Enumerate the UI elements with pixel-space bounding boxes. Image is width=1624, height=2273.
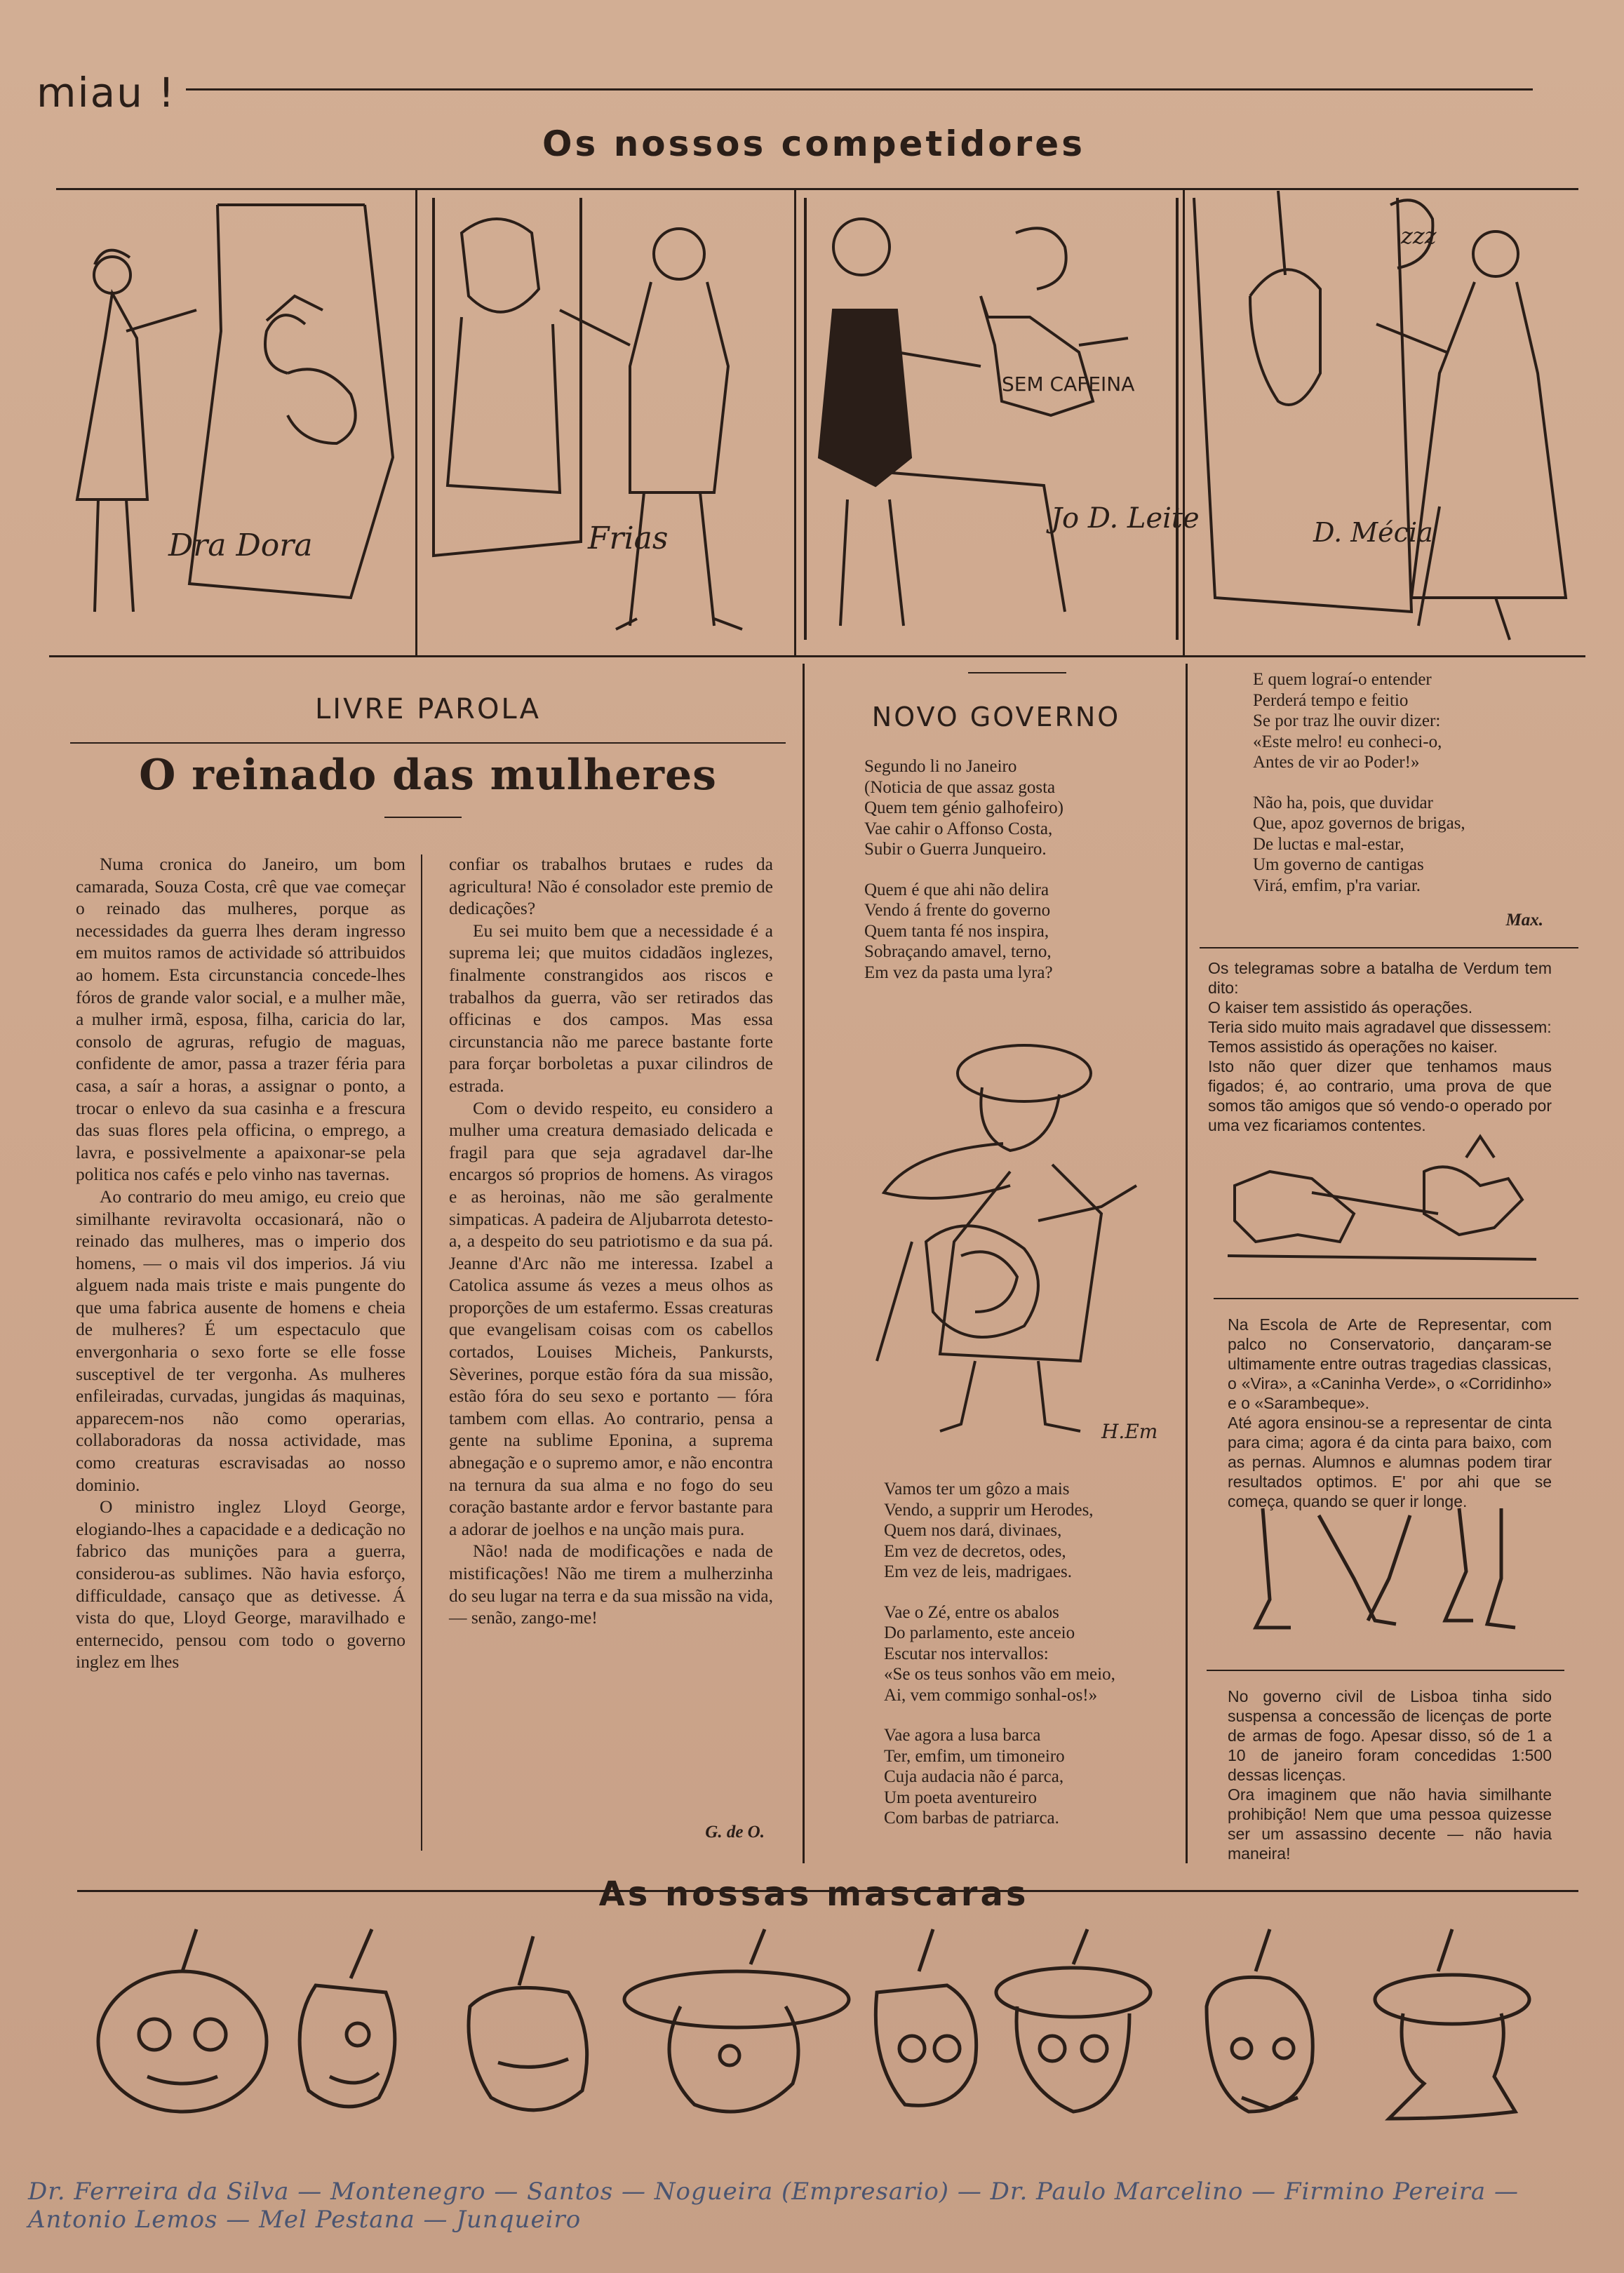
brief-verdun — [1208, 958, 1552, 1135]
kaiser-surgery-drawing — [1214, 1129, 1550, 1277]
comic-panel-4 — [1187, 191, 1584, 654]
poem-stanza: Vamos ter um gôzo a mais Vendo, a supprir um Herodes, Quem nos dará, divinaes, Em vez de decretos, odes, Em vez de leis, madrigaes. — [884, 1480, 1094, 1581]
poem-stanza: E quem lograí-o entender Perderá tempo e feitio Se por traz lhe ouvir dizer: «Este melro! eu conheci-o, Antes de vir ao Poder!» — [1253, 670, 1442, 772]
comic-panel-3 — [798, 191, 1200, 654]
poem-top — [864, 756, 1166, 1003]
mask-3 — [469, 1936, 587, 2110]
panel-4-signature: D. Mécia — [1313, 517, 1433, 548]
poem-stanza: Quem é que ahi não delira Vendo á frente do governo Quem tanta fé nos inspira, Sobraçando amavel, terno, Em vez da pasta uma lyra? — [864, 880, 1053, 982]
strip-top-rule — [56, 188, 1578, 190]
article-paragraph: Numa cronica do Janeiro, um bom camarada, Souza Costa, crê que vae começar o reinado das mulheres, porque as necessidades da guerra lhes deram ingresso em muitos ramos de actividade só attribuidos ao homem. Esta circunstancia concede-lhes fóros de grande valor social, e a mulher mãe, a mulher irmã, esposa, filha, caricia do lar, consolo de agruras, refugio de maguas, confidente de amor, passa a trazer féria para casa, a saír a horas, a assignar o ponto, a trocar o enlevo da sua casinha e a frescura das suas flores pela officina, o emprego, a lavra, e possivelmente a apaixonar-se pela politica nos cafés e pelo vinho nas tavernas. — [76, 854, 405, 1185]
headline: O reinado das mulheres — [139, 751, 717, 800]
masks-row — [77, 1922, 1578, 2126]
panel-4-bubble: zzz — [1401, 222, 1437, 249]
article-signature: G. de O. — [705, 1823, 765, 1842]
poem-continued — [1253, 669, 1548, 916]
column-rule-lp — [421, 854, 422, 1851]
kaiser-illustration — [1214, 1129, 1550, 1277]
mask-6 — [996, 1929, 1150, 2112]
poem-stanza: Segundo li no Janeiro (Noticia de que assaz gosta Quem tem génio galhofeiro) Vae cahir o Affonso Costa, Subir o Guerra Junqueiro. — [864, 757, 1063, 859]
legs-illustration — [1235, 1501, 1550, 1642]
mask-1 — [98, 1929, 267, 2112]
novo-governo-section: NOVO GOVERNO — [871, 702, 1121, 732]
panel-3-signature: Jo D. Leite — [1051, 502, 1200, 535]
panel-3-sign-text: SEM CAFEINA — [1002, 373, 1135, 396]
comic-panel-2 — [420, 191, 791, 654]
poem-stanza: Não ha, pois, que duvidar Que, apoz governos de brigas, De luctas e mal-estar, Um governo de cantigas Virá, emfim, p'ra variar. — [1253, 793, 1465, 895]
panel-2-signature: Frias — [588, 521, 669, 556]
novo-governo-top-rule — [968, 672, 1066, 673]
poet-caricature — [870, 1031, 1165, 1452]
livre-parola-section: LIVRE PAROLA — [315, 693, 541, 725]
masks-illustration — [77, 1922, 1578, 2126]
article-paragraph: Ao contrario do meu amigo, eu creio que similhante reviravolta occasionará, não o reinado das mulheres, mas o imperio dos homens, — o mais vil dos imperios. Já viu alguem nada mais triste e mais pungente do que uma fabrica ausente de homens e cheia de mulheres? É um espectaculo que envergonharia o sexo forte se elle fosse susceptivel de ter vergonha. As mulheres enfileiradas, curvadas, jungidas ás maquinas, apparecem-nos não como operarias, collaboradoras da nossa actividade, mas como creaturas escravisadas ao nosso dominio. — [76, 1186, 405, 1495]
poem-signature: Max. — [1505, 911, 1543, 930]
column-rule-1 — [803, 664, 805, 1863]
article-paragraph: Não! nada de modificações e nada de mistificações! Não me tirem a mulherzinha do seu lugar na terra e da sua missão na vida, — senão, zango-me! — [449, 1541, 773, 1628]
article-paragraph: Com o devido respeito, eu considero a mulher uma creatura demasiado delicada e fragil para que seja agradavel dar-lhe encargos só proprios de homens. As viragos e as heroinas, não me são geralmente simpaticas. A padeira de Aljubarrota detesto-a, a despeito do seu patriotismo e da sua pá. Jeanne d'Arc não me interessa. Izabel a Catolica assume ás vezes a meus olhos as proporções de um estafermo. Essas creaturas que evangelisam coisas com os cabellos cortados, Louises Micheis, Pankursts, Sèverines, porque estão fóra da sua missão, estão fóra do seu sexo e portanto — fóra tambem com ellas. Ao contrario, pensa a gente na sublime Eponina, a suprema abnegação e o supremo amor, e não encontra na ternura da sua alma e no fogo do seu coração bastante ardor e fervor bastante para a adorar de joelhos e na unção mais pura. — [449, 1097, 773, 1539]
headline-rule — [384, 817, 462, 818]
banner-bottom-title: As nossas mascaras — [598, 1875, 1029, 1914]
mask-5 — [875, 1929, 976, 2105]
poem-stanza: Vae agora a lusa barca Ter, emfim, um timoneiro Cuja audacia não é parca, Um poeta aventureiro Com barbas de patriarca. — [884, 1726, 1065, 1828]
poem-stanza: Vae o Zé, entre os abalos Do parlamento, este anceio Escutar nos intervallos: «Se os teus sonhos vão em meio, Ai, vem commigo sonhal-os!» — [884, 1602, 1115, 1705]
article-column-2 — [449, 853, 773, 1629]
brief-rule-1 — [1200, 947, 1578, 948]
panel-4-illustration — [1187, 191, 1584, 654]
dancing-legs-drawing — [1235, 1501, 1550, 1642]
banner-top-title: Os nossos competidores — [542, 123, 1085, 164]
brief-escola — [1228, 1315, 1552, 1511]
panel-1-illustration — [56, 191, 412, 654]
livre-parola-rule — [70, 742, 786, 744]
panel-3-illustration — [798, 191, 1200, 654]
column-rule-2 — [1186, 664, 1188, 1863]
brief-rule-2 — [1214, 1298, 1578, 1299]
mask-4 — [624, 1929, 849, 2112]
brief-escola-text: Na Escola de Arte de Representar, com palco no Conservatorio, dançaram-se ultimamente entre outras tragedias classicas, o «Vira», a «Caninha Verde», o «Corridinho» e o «Sarambeque». Até agora ensinou-se a representar de cinta para cima; agora é da cinta para baixo, com as pernas. Alumnos e alumnas podem tirar resultados optimos. E' por ahi que se começa, quando se quer ir longe. — [1228, 1315, 1552, 1510]
article-paragraph: O ministro inglez Lloyd George, elogiando-lhes a capacidade e a dedicação no fabrico das munições para a guerra, considerou-as sublimes. Não havia esforço, difficuldade, cansaço que as detivesse. Á vista do que, Lloyd George, maravilhado e enternecido, pensou com todo o governo inglez em lhes — [76, 1496, 405, 1672]
masthead: miau ! — [36, 69, 176, 116]
brief-rule-3 — [1207, 1670, 1564, 1671]
poem-bottom — [884, 1479, 1179, 1849]
article-column-1 — [76, 853, 405, 1673]
article-paragraph: Eu sei muito bem que a necessidade é a suprema lei; que muitos cidadãos inglezes, finalmente constrangidos aos riscos e trabalhos da guerra, vão ser retirados das officinas e dos campos. Mas essa circunstancia não me parece bastante forte para forçar borboletas a puxar cilindros de estrada. — [449, 920, 773, 1096]
masthead-rule — [186, 88, 1533, 90]
brief-verdun-text: Os telegramas sobre a batalha de Verdum tem dito: O kaiser tem assistido ás operações. Teria sido muito mais agradavel que dissessem: Temos assistido ás operações no kaiser. Isto não quer dizer que tenhamos maus figados; é, ao contrario, uma prova de que somos tão amigos que só vendo-o operado por uma vez ficariamos contentes. — [1208, 959, 1552, 1134]
article-paragraph: confiar os trabalhos brutaes e rudes da agricultura! Não é consolador este premio de dedicações? — [449, 854, 773, 919]
mask-2 — [300, 1929, 395, 2107]
mask-8 — [1375, 1929, 1529, 2119]
comic-panel-1 — [56, 191, 412, 654]
poet-illustration — [870, 1031, 1165, 1452]
caricature-artist-mark: H.Em — [1101, 1420, 1158, 1443]
strip-divider-3 — [1183, 188, 1185, 655]
panel-2-illustration — [420, 191, 791, 654]
brief-governo-civil — [1228, 1687, 1552, 1863]
panel-1-signature: Dra Dora — [168, 528, 313, 563]
handwritten-caption: Dr. Ferreira da Silva — Montenegro — Santos — Nogueira (Empresario) — Dr. Paulo Marcelino — Firmino Pereira — Antonio Lemos — Mel Pestana — Junqueiro — [28, 2178, 1519, 2234]
mask-7 — [1207, 1929, 1313, 2112]
strip-bottom-rule — [49, 655, 1585, 657]
brief-governo-civil-text: No governo civil de Lisboa tinha sido suspensa a concessão de licenças de porte de armas de fogo. Apesar disso, só de 1 a 10 de janeiro foram concedidas 1:500 dessas licenças. Ora imaginem que não havia similhante prohibição! Nem que uma pessoa quizesse ser um assassino decente — não havia maneira! — [1228, 1687, 1552, 1863]
strip-divider-1 — [415, 188, 417, 655]
strip-divider-2 — [794, 188, 796, 655]
